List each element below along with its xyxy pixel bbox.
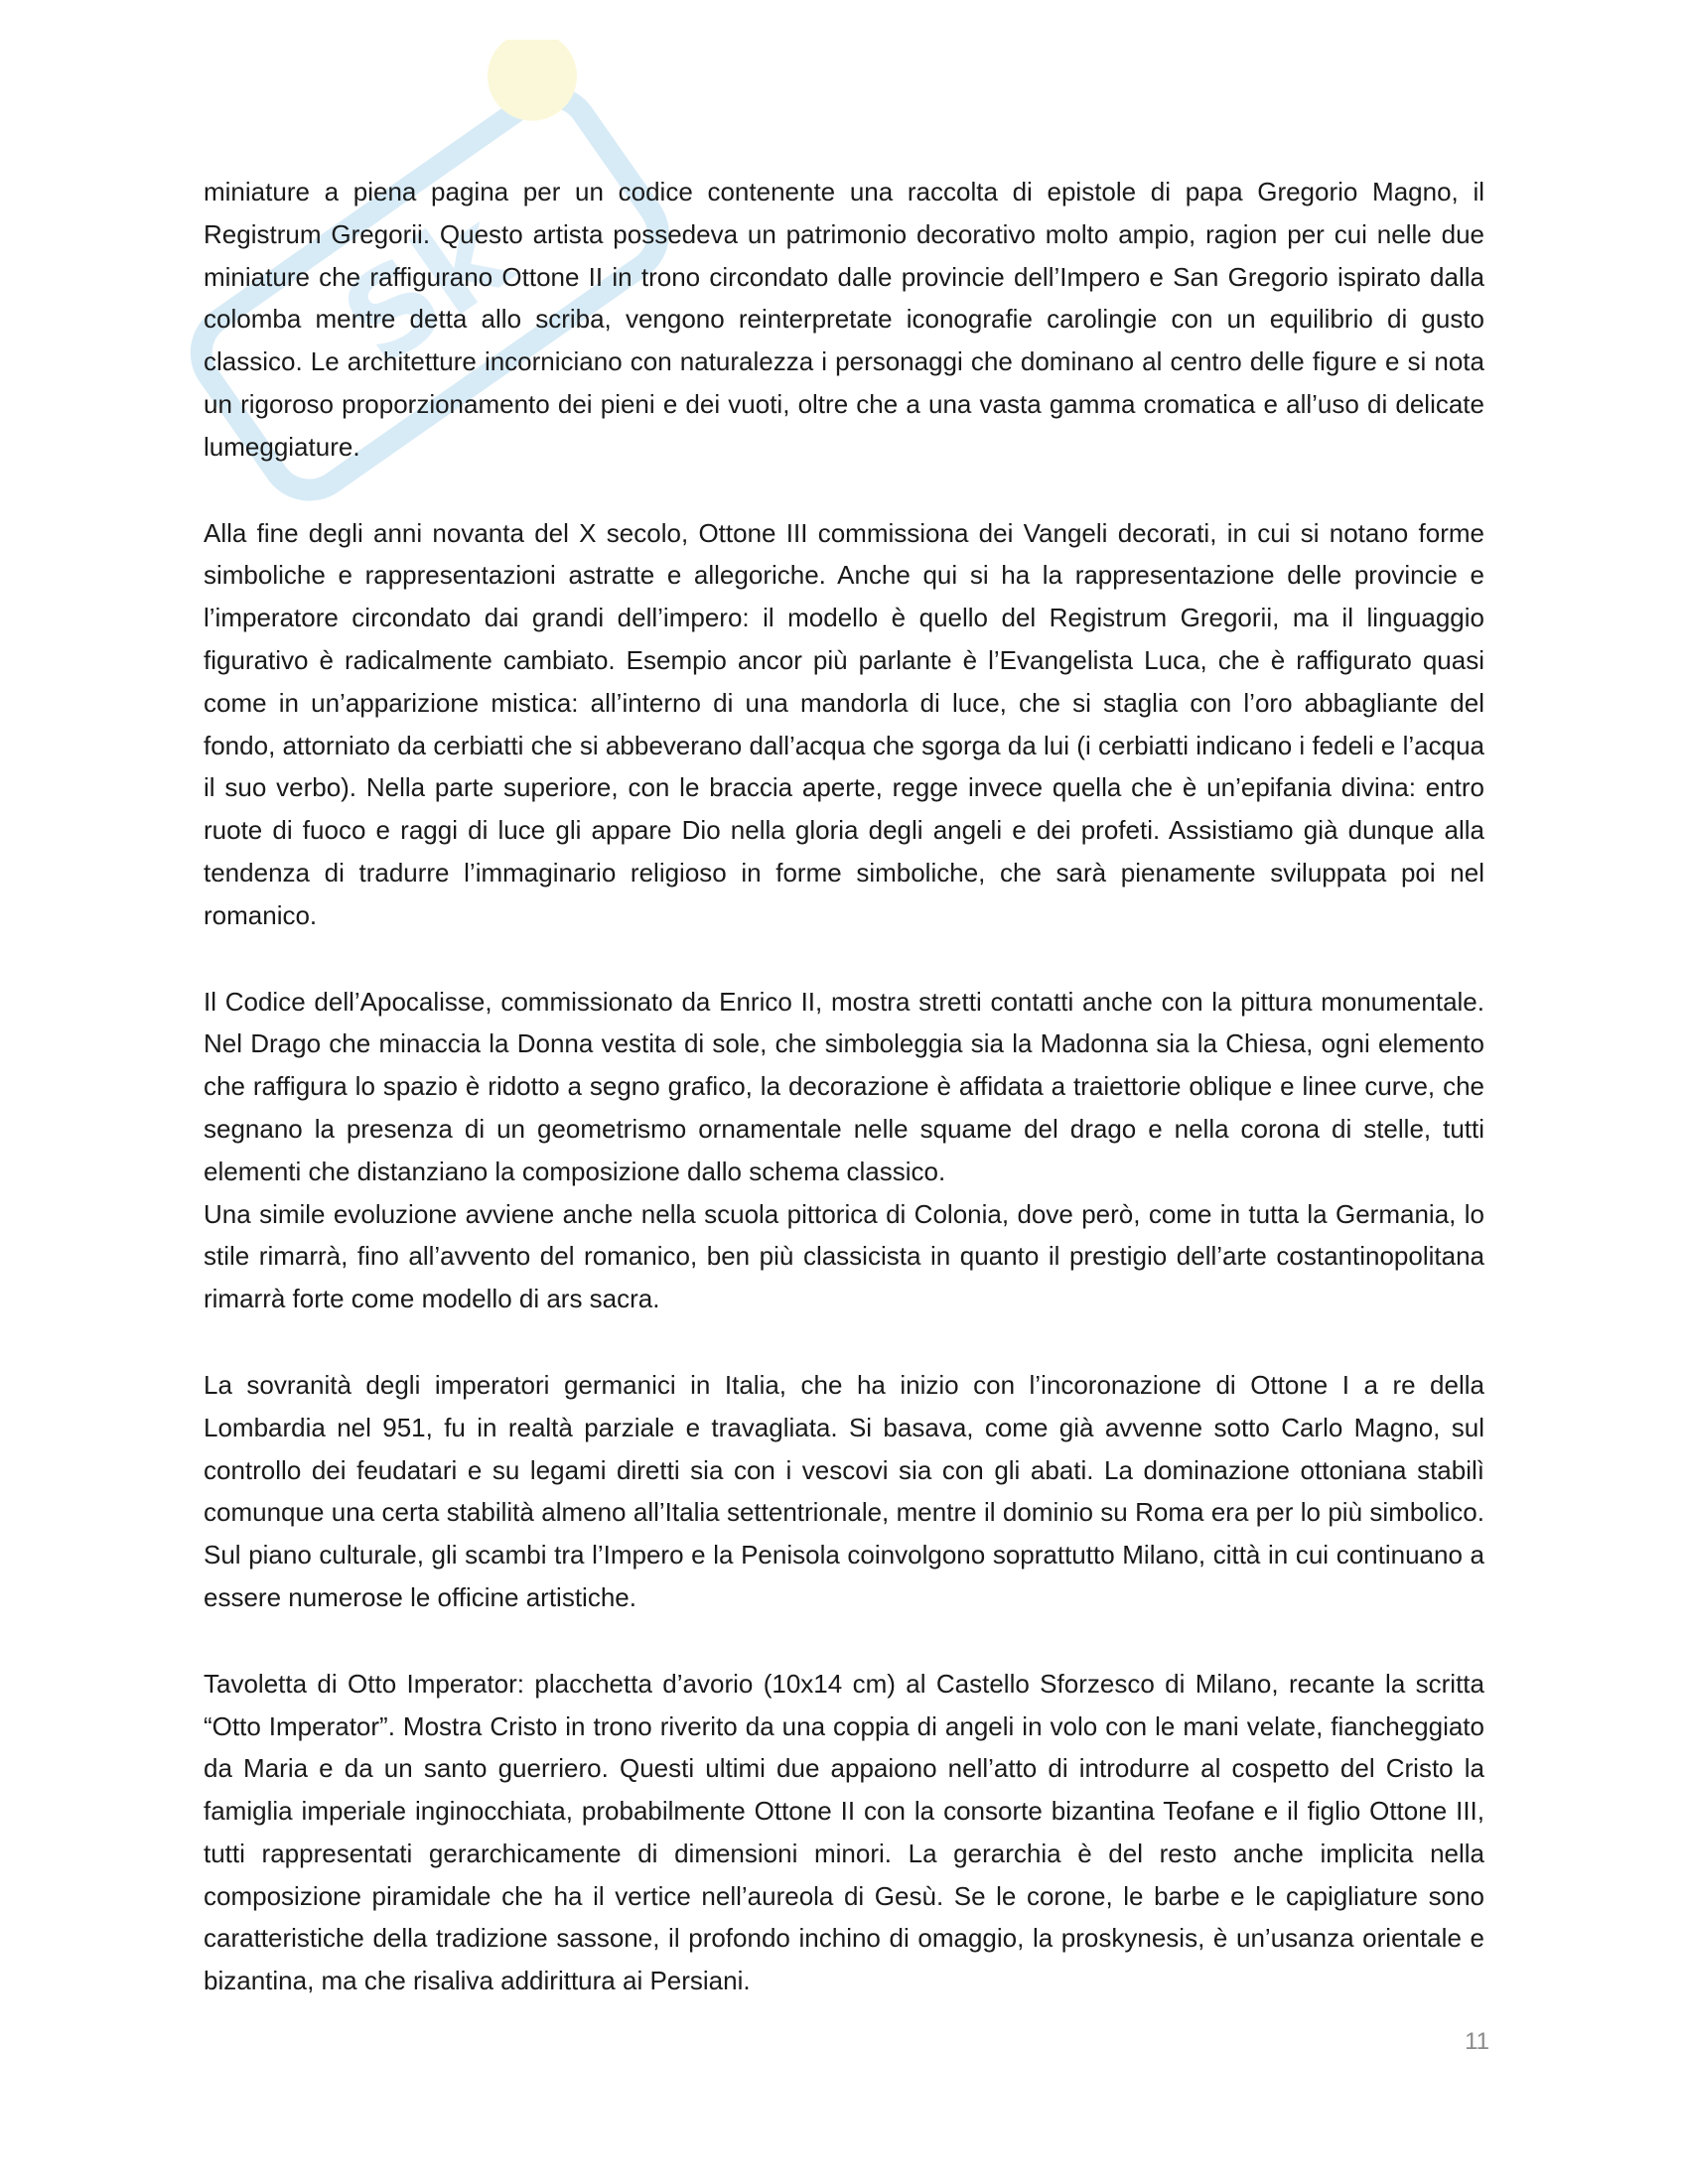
paragraph-scuola-colonia: Una simile evoluzione avviene anche nella scuola pittorica di Colonia, dove però, come in tutta la Germania, lo stile rimarrà, fino all’avvento del romanico, ben più classicista in quanto il prestigio dell’arte costantinopolitana rimarrà forte come modello di ars sacra. bbox=[204, 1198, 1484, 1314]
page-number: 11 bbox=[1465, 2028, 1489, 2055]
paragraph-codice-apocalisse: Il Codice dell’Apocalisse, commissionato da Enrico II, mostra stretti contatti anche con la pittura monumentale. Nel Drago che minaccia la Donna vestita di sole, che simboleggia sia la Madonna sia la Chiesa, ogni elemento che raffigura lo spazio è ridotto a segno grafico, la decorazione è affidata a traiettorie oblique e linee curve, che segnano la presenza di un geometrismo ornamentale nelle squame del drago e nella corona di stelle, tutti elementi che distanziano la composizione dallo schema classico. bbox=[204, 986, 1484, 1186]
paragraph-vangeli-ottone-iii: Alla fine degli anni novanta del X secolo, Ottone III commissiona dei Vangeli decorati, in cui si notano forme simboliche e rappresentazioni astratte e allegoriche. Anche qui si ha la rappresentazione delle provincie e l’imperatore circondato dai grandi dell’impero: il modello è quello del Registrum Gregorii, ma il linguaggio figurativo è radicalmente cambiato. Esempio ancor più parlante è l’Evangelista Luca, che è raffigurato quasi come in un’apparizione mistica: all’interno di una mandorla di luce, che si staglia con l’oro abbagliante del fondo, attorniato da cerbiatti che si abbeverano dall’acqua che sgorga da lui (i cerbiatti indicano i fedeli e l’acqua il suo verbo). Nella parte superiore, con le braccia aperte, regge invece quella che è un’epifania divina: entro ruote di fuoco e raggi di luce gli appare Dio nella gloria degli angeli e dei profeti. Assistiamo già dunque alla tendenza di tradurre l’immaginario religioso in forme simboliche, che sarà pienamente sviluppata poi nel romanico. bbox=[204, 517, 1484, 930]
paragraph-registrum-gregorii: miniature a piena pagina per un codice contenente una raccolta di epistole di papa Gregorio Magno, il Registrum Gregorii. Questo artista possedeva un patrimonio decorativo molto ampio, ragion per cui nelle due miniature che raffigurano Ottone II in trono circondato dalle provincie dell’Impero e San Gregorio ispirato dalla colomba mentre detta allo scriba, vengono reinterpretate iconografie carolingie con un equilibrio di gusto classico. Le architetture incorniciano con naturalezza i personaggi che dominano al centro delle figure e si nota un rigoroso proporzionamento dei pieni e dei vuoti, oltre che a una vasta gamma cromatica e all’uso di delicate lumeggiature. bbox=[204, 177, 1484, 462]
watermark-logo-text: Sk bbox=[319, 185, 534, 393]
paragraph-sovranita-italia: La sovranità degli imperatori germanici in Italia, che ha inizio con l’incoronazione di Ottone I a re della Lombardia nel 951, fu in realtà parziale e travagliata. Si basava, come già avvenne sotto Carlo Magno, sul controllo dei feudatari e su legami diretti sia con i vescovi sia con gli abati. La dominazione ottoniana stabilì comunque una certa stabilità almeno all’Italia settentrionale, mentre il dominio su Roma era per lo più simbolico. Sul piano culturale, gli scambi tra l’Impero e la Penisola coinvolgono soprattutto Milano, città in cui continuano a essere numerose le officine artistiche. bbox=[204, 1369, 1484, 1612]
document-body bbox=[204, 171, 1484, 2046]
paragraph-tavoletta-otto: Tavoletta di Otto Imperator: placchetta d’avorio (10x14 cm) al Castello Sforzesco di Milano, recante la scritta “Otto Imperator”. Mostra Cristo in trono riverito da una coppia di angeli in volo con le mani velate, fiancheggiato da Maria e da un santo guerriero. Questi ultimi due appaiono nell’atto di introdurre al cospetto del Cristo la famiglia imperiale inginocchiata, probabilmente Ottone II con la consorte bizantina Teofane e il figlio Ottone III, tutti rappresentati gerarchicamente di dimensioni minori. La gerarchia è del resto anche implicita nella composizione piramidale che ha il vertice nell’aureola di Gesù. Se le corone, le barbe e le capigliature sono caratteristiche della tradizione sassone, il profondo inchino di omaggio, la proskynesis, è un’usanza orientale e bizantina, ma che risaliva addirittura ai Persiani. bbox=[204, 1668, 1484, 1996]
